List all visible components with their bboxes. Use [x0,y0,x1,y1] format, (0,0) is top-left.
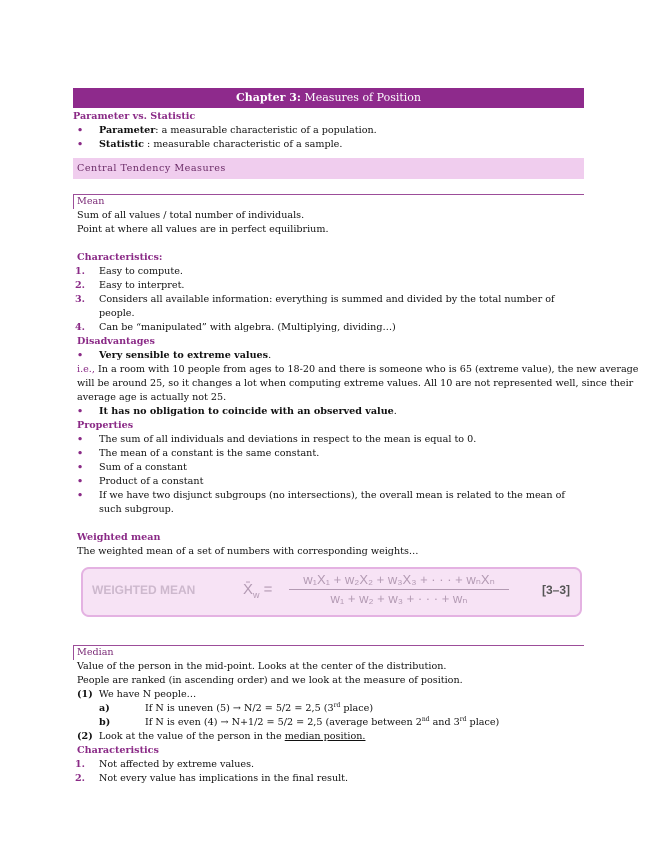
step-text: Look at the value of the person in the [98,731,285,742]
median-line: People are ranked (in ascending order) and we look at the measure of position. [77,675,463,686]
sub-item [73,702,584,716]
list-item [73,772,584,786]
list-item [73,758,584,772]
list-number: 4. [75,322,86,333]
list-item [73,405,584,419]
section-band: Central Tendency Measures [73,158,584,179]
mean-line: Sum of all values / total number of individuals. [77,210,305,221]
bullet-icon: • [77,434,84,445]
document-page [73,88,639,786]
chapter-label: Chapter 3: [235,91,301,104]
weighted-text: The weighted mean of a set of numbers with corresponding weights… [77,546,419,557]
list-text: Not every value has implications in the final result. [99,773,349,784]
formula-xbar: X̄ [243,581,254,598]
list-number: 2. [75,280,86,291]
bullet-icon: • [77,462,84,473]
list-text: Easy to interpret. [99,280,185,291]
sub-marker: b) [99,717,111,728]
sub-marker: a) [99,703,110,714]
list-item [73,349,584,363]
list-number: 1. [75,759,86,770]
weighted-mean-section [73,531,584,617]
bullet-icon: • [77,406,84,417]
list-item [73,447,584,461]
formula-box [81,567,582,617]
list-text: The sum of all individuals and deviations in respect to the mean is equal to 0. [99,434,477,445]
list-text: Product of a constant [99,476,204,487]
step-number: (2) [77,731,93,742]
median-section [73,645,584,786]
disadvantages-heading: Disadvantages [77,336,155,347]
definition: : a measurable characteristic of a population. [155,125,377,136]
list-text: It has no obligation to coincide with an observed value [99,406,394,417]
fraction-bar [289,589,509,590]
term: Parameter [99,125,156,136]
punctuation: . [268,350,272,361]
sub-text: If N is even (4) → N+1/2 = 5/2 = 2,5 (average between 2 [145,717,422,728]
definition: : measurable characteristic of a sample. [143,139,343,150]
median-characteristics-heading: Characteristics [77,745,159,756]
median-line: Value of the person in the mid-point. Looks at the center of the distribution. [77,661,447,672]
list-item [73,321,584,335]
underlined-text: median position. [284,731,366,742]
step-line [73,730,584,744]
list-text: Can be “manipulated” with algebra. (Multiplying, dividing…) [99,322,396,333]
formula-lhs: $X̄_w$ = [243,581,273,600]
list-item [73,279,584,293]
superscript: nd [421,715,430,723]
mean-section [73,194,639,517]
list-text: Sum of a constant [99,462,187,473]
weighted-heading: Weighted mean [77,532,161,543]
bullet-icon: • [77,350,84,361]
example-line [73,363,639,377]
list-text: Very sensible to extreme values [99,350,269,361]
parameter-vs-statistic-section [73,110,584,152]
superscript: rd [459,715,467,723]
param-heading: Parameter vs. Statistic [73,111,196,122]
sub-text-tail: place) [340,703,374,714]
list-text: Not affected by extreme values. [99,759,255,770]
formula-fraction [289,572,509,607]
sub-item [73,716,584,730]
example-line: will be around 25, so it changes a lot when computing extreme values. All 10 are not represented well, since their [77,378,634,389]
bullet-icon: • [77,476,84,487]
list-item [73,265,584,279]
list-number: 3. [75,294,86,305]
step-text: We have N people… [98,689,197,700]
list-number: 2. [75,773,86,784]
list-text: Considers all available information: everything is summed and divided by the total number of people. [99,294,555,319]
formula-numerator: w₁X₁ + w₂X₂ + w₃X₃ + · · · + wₙXₙ [303,572,495,587]
superscript: rd [333,701,341,709]
example-text: In a room with 10 people from ages to 18-20 and there is someone who is 65 (extreme value), the new average [97,364,639,375]
sub-text-tail: place) [466,717,500,728]
example-line: average age is actually not 25. [77,392,227,403]
chapter-header [73,88,584,108]
characteristics-heading: Characteristics: [77,252,163,263]
list-item [73,489,584,517]
median-heading: Median [73,645,584,660]
ie-label: i.e., [77,364,95,375]
mean-line: Point at where all values are in perfect equilibrium. [77,224,329,235]
formula-subscript: w [253,590,260,600]
bullet-icon: • [77,490,84,501]
list-number: 1. [75,266,86,277]
list-item [73,461,584,475]
list-item [73,475,584,489]
formula-label: WEIGHTED MEAN [92,583,196,597]
properties-heading: Properties [77,420,134,431]
formula-tag: [3–3] [541,583,570,597]
list-item [73,433,584,447]
list-item [73,138,584,152]
list-item [73,124,584,138]
sub-text: If N is uneven (5) → N/2 = 5/2 = 2,5 (3 [145,703,334,714]
step-number: (1) [77,689,93,700]
bullet-icon: • [77,125,84,136]
list-text: The mean of a constant is the same constant. [99,448,320,459]
bullet-icon: • [77,448,84,459]
mean-heading: Mean [73,194,584,209]
punctuation: . [393,406,397,417]
formula-denominator: w₁ + w₂ + w₃ + · · · + wₙ [330,591,468,606]
list-item [73,293,584,321]
term: Statistic [99,139,144,150]
step-line [73,688,584,702]
chapter-title: Measures of Position [304,91,422,104]
sub-text-mid: and 3 [429,717,460,728]
bullet-icon: • [77,139,84,150]
list-text: If we have two disjunct subgroups (no intersections), the overall mean is related to the mean of such subgroup. [99,490,565,515]
list-text: Easy to compute. [99,266,183,277]
